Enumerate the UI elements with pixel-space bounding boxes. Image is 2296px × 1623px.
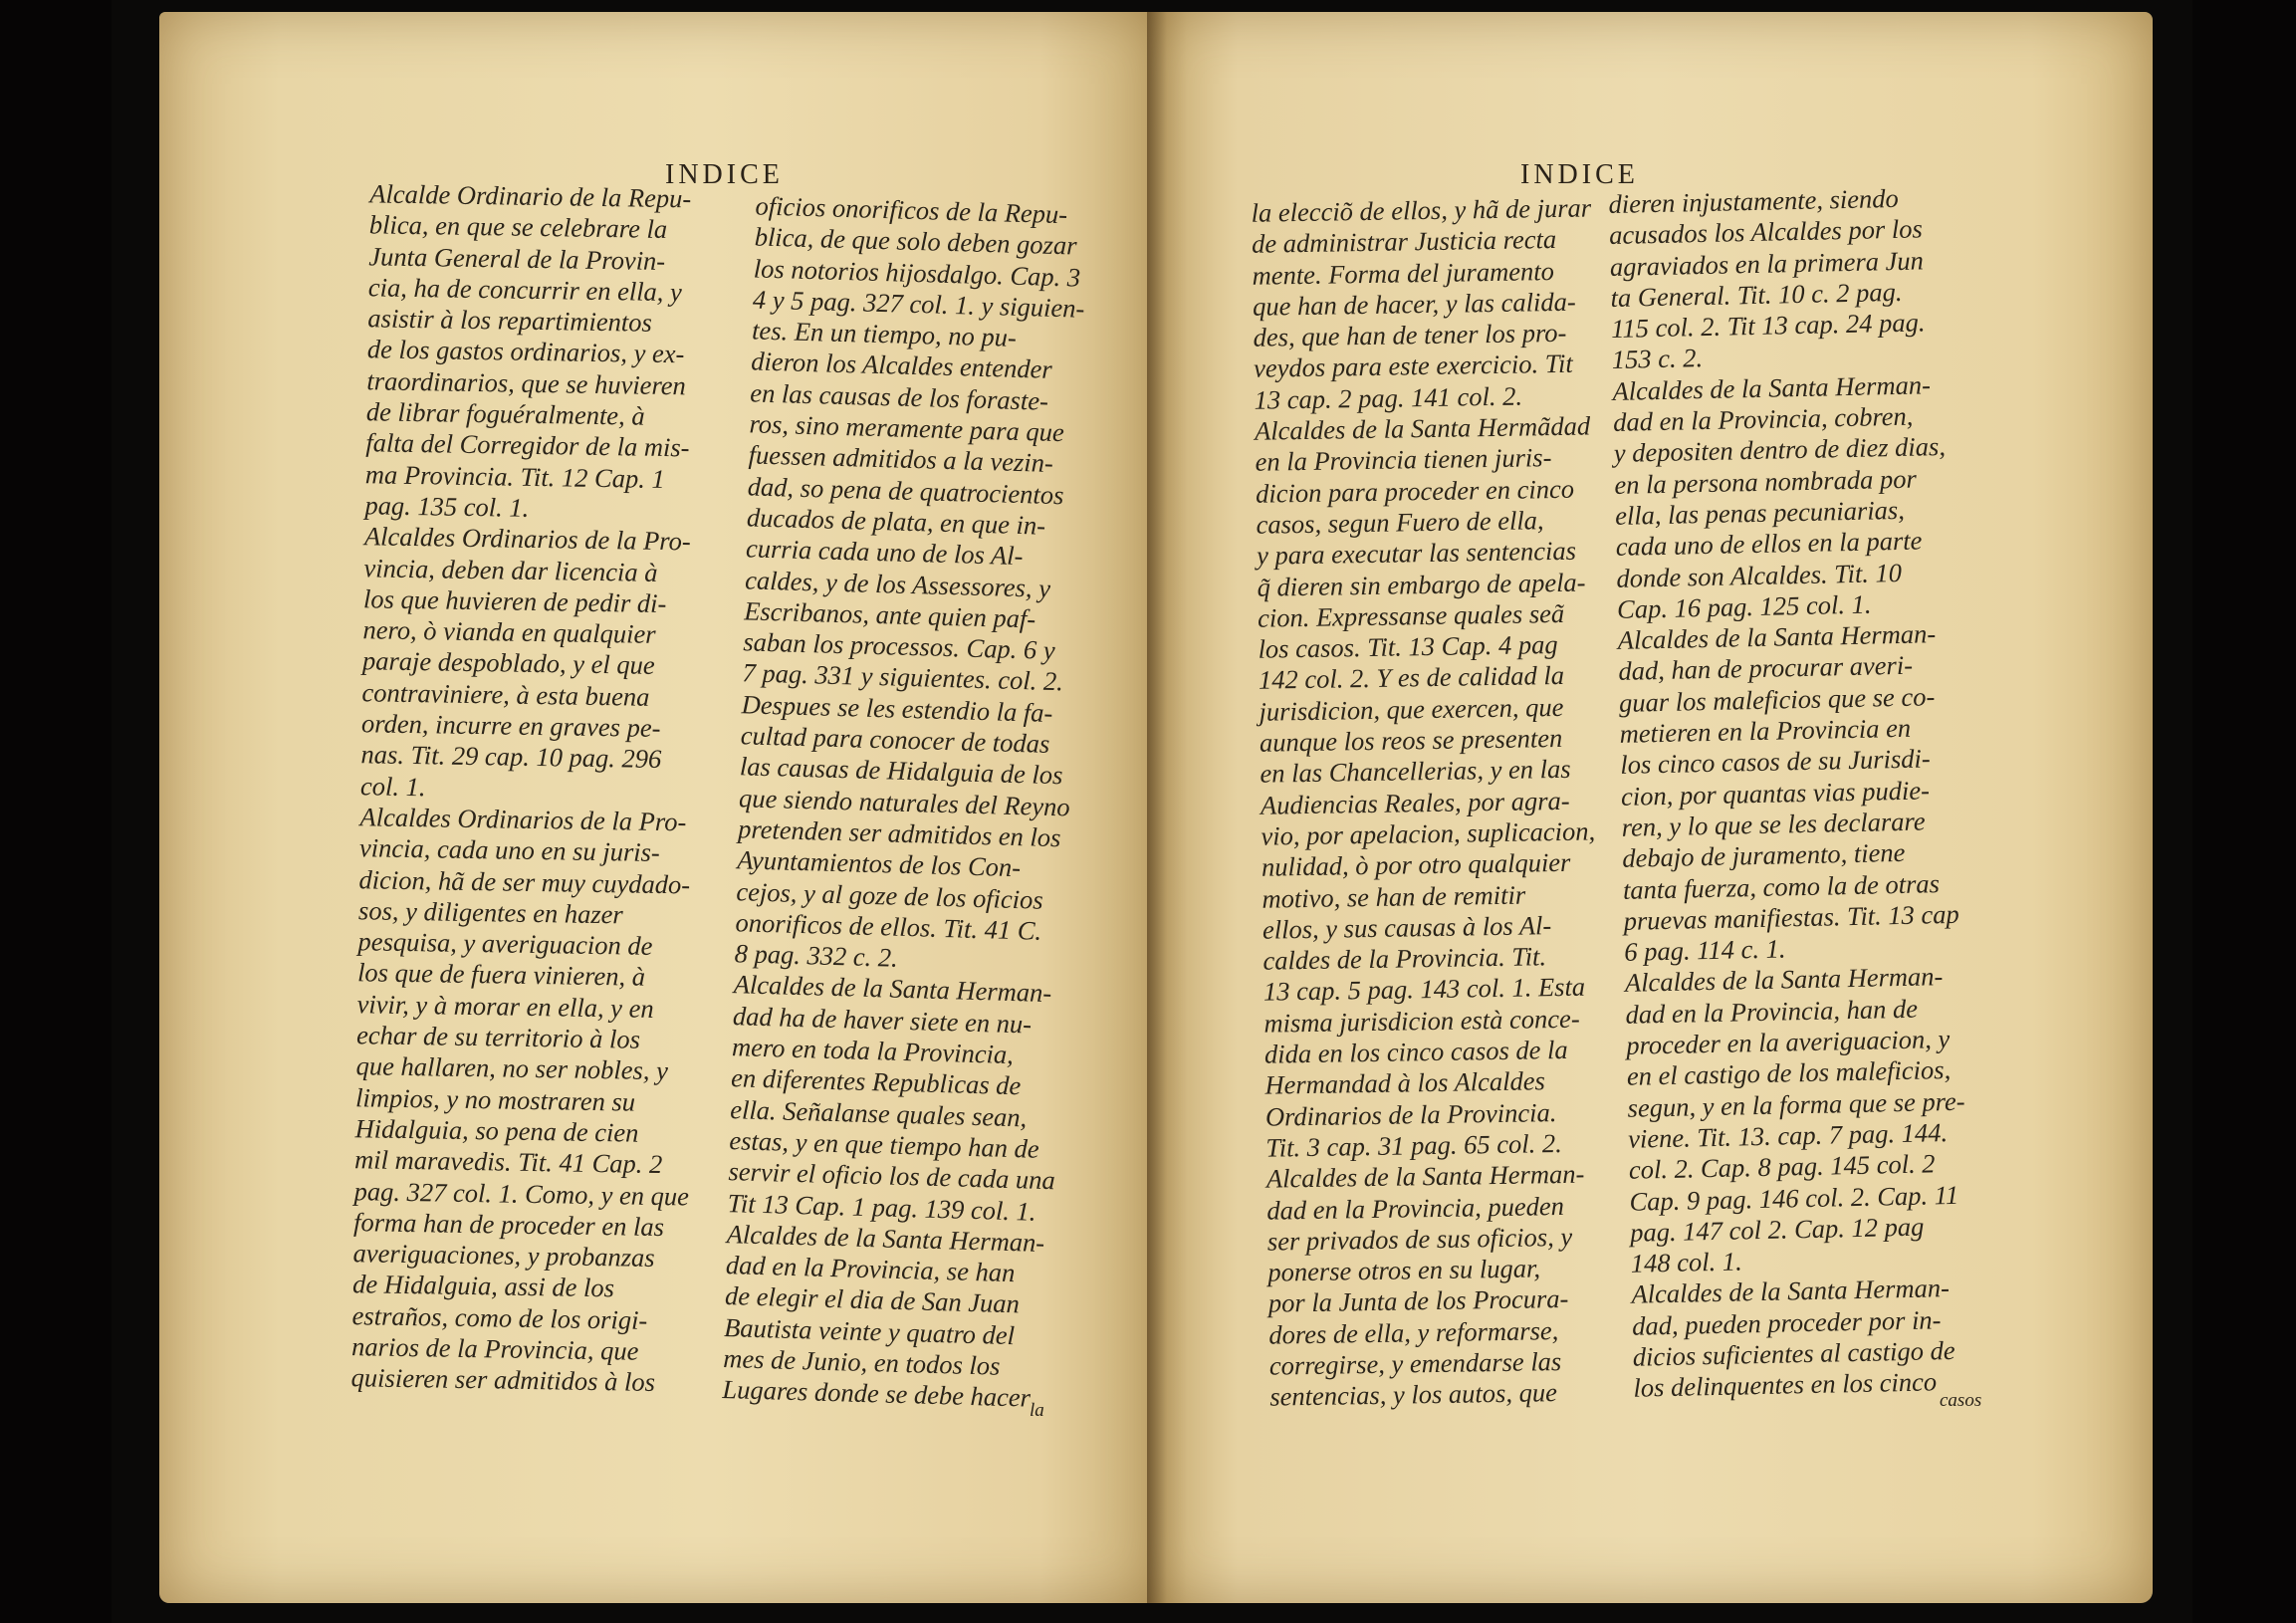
index-line: los que huvieren de pedir di- <box>362 583 667 618</box>
right-column-1 <box>1251 192 1613 1413</box>
index-line: en diferentes Republicas de <box>730 1062 1022 1101</box>
index-line: 148 col. 1. <box>1630 1246 1743 1278</box>
index-line: vio, por apelacion, suplicacion, <box>1261 815 1596 851</box>
index-line: dad en la Provincia, han de <box>1625 993 1919 1030</box>
index-line: paraje despoblado, y el que <box>361 645 655 681</box>
index-line: las causas de Hidalguia de los <box>739 751 1063 791</box>
index-line: viene. Tit. 13. cap. 7 pag. 144. <box>1627 1116 1949 1154</box>
index-line: Alcalde Ordinario de la Repu- <box>369 178 692 214</box>
index-line: Alcaldes de la Santa Herman- <box>726 1218 1045 1258</box>
index-line: Hidalguia, so pena de cien <box>354 1113 639 1148</box>
index-line: en las causas de los foraste- <box>750 377 1049 416</box>
right-page-header: INDICE <box>1520 159 1639 190</box>
index-line: ta General. Tit. 10 c. 2 pag. <box>1610 276 1903 313</box>
index-line: servir el oficio los de cada una <box>728 1156 1056 1196</box>
index-line: col. 2. Cap. 8 pag. 145 col. 2 <box>1628 1148 1936 1185</box>
index-line: dad en la Provincia, pueden <box>1266 1190 1565 1226</box>
index-line: onorificos de ellos. Tit. 41 C. <box>735 907 1042 946</box>
index-line: donde son Alcaldes. Tit. 10 <box>1616 557 1903 593</box>
index-line: metieren en la Provincia en <box>1619 712 1912 749</box>
index-line: Lugares donde se debe hacer <box>722 1374 1032 1413</box>
index-entry <box>350 802 708 1399</box>
index-line: 8 pag. 332 c. 2. <box>734 938 899 973</box>
index-line: dieron los Alcaldes entender <box>750 346 1053 385</box>
index-line: 115 col. 2. Tit 13 cap. 24 pag. <box>1610 307 1926 345</box>
index-line: dida en los cinco casos de la <box>1263 1034 1568 1069</box>
index-entry <box>1255 410 1610 1163</box>
index-line: ser privados de sus oficios, y <box>1266 1221 1573 1257</box>
index-line: forma han de proceder en las <box>352 1206 665 1242</box>
index-line: dicios suficientes al castigo de <box>1632 1334 1955 1372</box>
index-line: que han de hacer, y las calida- <box>1252 286 1576 322</box>
index-line: ella. Señalanse quales sean, <box>729 1093 1028 1133</box>
index-line: Alcaldes de la Santa Herman- <box>1617 618 1937 656</box>
index-line: des, que han de tener los pro- <box>1253 318 1567 352</box>
index-line: que siendo naturales del Reyno <box>738 782 1071 822</box>
index-line: echar de su territorio à los <box>355 1020 641 1054</box>
index-line: mil maravedis. Tit. 41 Cap. 2 <box>353 1144 663 1180</box>
index-line: Hermandad à los Alcaldes <box>1264 1065 1546 1100</box>
index-line: blica, de que solo deben gozar <box>754 221 1077 261</box>
index-line: Audiencias Reales, por agra- <box>1260 785 1570 820</box>
index-line: 4 y 5 pag. 327 col. 1. y siguien- <box>752 284 1085 324</box>
index-line: agraviados en la primera Jun <box>1609 244 1925 282</box>
index-line: ellos, y sus causas à los Al- <box>1262 909 1552 945</box>
index-line: Escribanos, ante quien paf- <box>743 595 1036 634</box>
index-line: Cap. 9 pag. 146 col. 2. Cap. 11 <box>1629 1179 1959 1217</box>
index-line: 7 pag. 331 y siguientes. col. 2. <box>742 657 1064 697</box>
left-page-catchword: la <box>1030 1400 1044 1421</box>
index-line: dicion, hã de ser muy cuydado- <box>358 863 691 899</box>
index-line: tanta fuerza, como la de otras <box>1622 867 1941 905</box>
index-line: de librar foguéralmente, à <box>365 396 645 431</box>
index-line: Alcaldes de la Santa Herman- <box>1624 961 1944 999</box>
index-line: Alcaldes de la Santa Herman- <box>733 969 1052 1009</box>
index-line: nero, ò vianda en qualquier <box>362 614 656 650</box>
index-line: motivo, se han de remitir <box>1262 879 1526 914</box>
index-line: estraños, como de los origi- <box>351 1299 648 1335</box>
index-line: pag. 327 col. 1. Como, y en que <box>353 1175 690 1211</box>
index-line: Tit. 3 cap. 31 pag. 65 col. 2. <box>1265 1127 1563 1163</box>
left-column-2 <box>722 190 1094 1415</box>
index-line: vivir, y à morar en ella, y en <box>356 988 654 1024</box>
index-line: proceder en la averiguacion, y <box>1625 1024 1951 1060</box>
index-entry <box>1612 368 1985 625</box>
index-line: ren, y lo que se les declarare <box>1621 806 1926 842</box>
index-line: cada uno de ellos en la parte <box>1615 525 1923 563</box>
index-line: Alcaldes de la Santa Herman- <box>1612 369 1932 406</box>
index-line: caldes de la Provincia. Tit. <box>1263 941 1547 976</box>
index-line: Alcaldes de la Santa Herman- <box>1631 1273 1951 1310</box>
index-entry <box>364 178 718 527</box>
index-line: Ayuntamientos de los Con- <box>736 844 1022 883</box>
index-line: por la Junta de los Procura- <box>1267 1283 1569 1319</box>
index-line: jurisdicion, que exercen, que <box>1259 691 1564 727</box>
book-gutter <box>1147 12 1187 1603</box>
index-line: blica, en que se celebrare la <box>368 209 668 245</box>
index-line: Alcaldes Ordinarios de la Pro- <box>363 521 691 557</box>
index-entry <box>734 190 1094 979</box>
index-entry <box>727 970 1072 1229</box>
index-line: en la Provincia tienen juris- <box>1255 442 1552 478</box>
index-line: mente. Forma del juramento <box>1252 255 1555 291</box>
index-line: veydos para este exercicio. Tit <box>1253 348 1573 384</box>
index-line: vincia, cada uno en su juris- <box>358 832 661 868</box>
index-line: mes de Junio, en todos los <box>722 1343 1001 1381</box>
index-entry <box>1251 192 1597 415</box>
index-line: Ordinarios de la Provincia. <box>1264 1096 1557 1132</box>
index-line: vincia, deben dar licencia à <box>363 552 658 587</box>
index-line: de elegir el dia de San Juan <box>724 1280 1021 1319</box>
index-line: asistir à los repartimientos <box>367 303 653 338</box>
index-line: dad, pueden proceder por in- <box>1631 1303 1942 1341</box>
left-page-header: INDICE <box>665 159 784 190</box>
index-line: Cap. 16 pag. 125 col. 1. <box>1616 588 1872 624</box>
index-line: pag. 135 col. 1. <box>364 490 530 523</box>
index-line: los que de fuera vinieren, à <box>356 957 646 993</box>
index-line: los cinco casos de su Jurisdi- <box>1620 743 1931 781</box>
index-entry <box>1631 1272 2002 1404</box>
index-line: acusados los Alcaldes por los <box>1608 213 1924 251</box>
index-line: pesquisa, y averiguacion de <box>357 926 653 962</box>
index-line: pag. 147 col 2. Cap. 12 pag <box>1629 1211 1925 1248</box>
index-line: dad en la Provincia, cobren, <box>1612 400 1914 438</box>
left-column-1 <box>350 178 718 1399</box>
index-line: de administrar Justicia recta <box>1251 224 1557 260</box>
index-line: curria cada uno de los Al- <box>745 533 1024 572</box>
index-line: ros, sino meramente para que <box>749 408 1065 448</box>
index-line: misma jurisdicion està conce- <box>1263 1003 1580 1039</box>
index-line: ducados de plata, en que in- <box>746 502 1046 541</box>
index-line: 142 col. 2. Y es de calidad la <box>1258 660 1565 696</box>
index-line: de Hidalguia, assi de los <box>351 1269 615 1303</box>
index-line: saban los processos. Cap. 6 y <box>743 626 1056 666</box>
index-entry <box>1608 181 1980 375</box>
index-line: pruevas manifiestas. Tit. 13 cap <box>1623 898 1960 936</box>
index-line: Bautista veinte y quatro del <box>723 1311 1016 1350</box>
index-line: oficios onorificos de la Repu- <box>755 190 1068 230</box>
index-line: 13 cap. 2 pag. 141 col. 2. <box>1254 380 1523 415</box>
index-line: en el castigo de los maleficios, <box>1626 1054 1952 1092</box>
index-line: averiguaciones, y probanzas <box>352 1238 655 1274</box>
index-line: Alcaldes de la Santa Hermãdad <box>1254 410 1591 446</box>
index-line: cejos, y al goze de los oficios <box>736 875 1044 915</box>
index-line: casos, segun Fuero de ella, <box>1256 505 1544 540</box>
index-line: ella, las penas pecuniarias, <box>1614 494 1906 531</box>
index-line: contraviniere, à esta buena <box>361 677 650 712</box>
index-line: Junta General de la Provin- <box>368 240 666 276</box>
index-line: estas, y en que tiempo han de <box>729 1125 1040 1164</box>
index-line: de los gastos ordinarios, y ex- <box>366 334 685 369</box>
index-line: sentencias, y los autos, que <box>1269 1377 1558 1412</box>
index-line: y para executar las sentencias <box>1256 535 1577 572</box>
index-line: dicion para proceder en cinco <box>1255 473 1575 509</box>
index-line: Tit 13 Cap. 1 pag. 139 col. 1. <box>727 1187 1036 1227</box>
index-line: en la persona nombrada por <box>1614 463 1918 500</box>
index-line: ponerse otros en su lugar, <box>1267 1253 1541 1287</box>
index-line: dores de ella, y reformarse, <box>1268 1314 1559 1350</box>
index-line: nas. Tit. 29 cap. 10 pag. 296 <box>360 739 662 775</box>
index-entry <box>1617 617 1992 968</box>
index-entry <box>360 522 713 808</box>
index-line: q̃ dieren sin embargo de apela- <box>1257 567 1586 602</box>
index-line: 6 pag. 114 c. 1. <box>1623 933 1786 967</box>
index-line: mero en toda la Provincia, <box>731 1032 1015 1070</box>
index-line: quisieren ser admitidos à los <box>350 1362 656 1398</box>
index-line: dad, so pena de quatrocientos <box>747 471 1064 510</box>
index-entry <box>722 1219 1065 1415</box>
index-line: dad ha de haver siete en nu- <box>732 1000 1033 1040</box>
index-line: 13 cap. 5 pag. 143 col. 1. Esta <box>1263 972 1586 1008</box>
right-page-catchword: casos <box>1940 1390 1982 1411</box>
index-line: la elecciõ de ellos, y hã de jurar <box>1251 192 1592 228</box>
index-line: traordinarios, que se huvieren <box>366 365 687 401</box>
index-line: aunque los reos se presenten <box>1259 722 1563 758</box>
index-line: caldes, y de los Assessores, y <box>744 564 1051 603</box>
index-line: los delinquentes en los cinco <box>1633 1366 1938 1404</box>
index-line: nulidad, ò por otro qualquier <box>1261 847 1571 882</box>
index-line: sos, y diligentes en hazer <box>357 895 623 930</box>
index-line: cion, por quantas vias pudie- <box>1620 775 1931 812</box>
index-line: Despues se les estendio la fa- <box>741 689 1053 728</box>
index-line: los notorios hijosdalgo. Cap. 3 <box>753 253 1081 293</box>
index-line: col. 1. <box>359 770 426 802</box>
index-line: cultad para conocer de todas <box>740 720 1050 759</box>
right-column-2 <box>1608 181 2001 1404</box>
index-line: narios de la Provincia, que <box>350 1331 639 1366</box>
index-entry <box>1266 1158 1614 1413</box>
index-line: cia, ha de concurrir en ella, y <box>367 272 683 308</box>
index-line: debajo de juramento, tiene <box>1622 837 1906 874</box>
index-line: dad, han de procurar averi- <box>1618 650 1914 687</box>
index-line: pretenden ser admitidos en los <box>737 813 1061 853</box>
index-line: y depositen dentro de diez dias, <box>1613 431 1947 469</box>
index-line: ma Provincia. Tit. 12 Cap. 1 <box>364 458 665 494</box>
index-line: 153 c. 2. <box>1611 343 1704 375</box>
index-line: falta del Corregidor de la mis- <box>365 427 690 463</box>
index-line: segun, y en la forma que se pre- <box>1627 1085 1965 1123</box>
index-line: dad en la Provincia, se han <box>725 1250 1016 1288</box>
index-line: fuessen admitidos a la vezin- <box>748 439 1054 479</box>
index-line: cion. Expressanse quales seã <box>1257 597 1565 633</box>
index-entry <box>1625 961 1999 1280</box>
index-line: corregirse, y emendarse las <box>1268 1346 1562 1381</box>
index-line: en las Chancellerias, y en las <box>1260 754 1571 790</box>
index-line: guar los maleficios que se co- <box>1618 681 1936 718</box>
index-line: Alcaldes Ordinarios de la Pro- <box>359 802 687 837</box>
index-line: dieren injustamente, siendo <box>1608 182 1900 220</box>
index-line: tes. En un tiempo, no pu- <box>751 315 1018 353</box>
index-line: que hallaren, no ser nobles, y <box>355 1050 669 1086</box>
index-line: Alcaldes de la Santa Herman- <box>1265 1158 1585 1194</box>
index-line: orden, incurre en graves pe- <box>360 708 661 744</box>
index-line: los casos. Tit. 13 Cap. 4 pag <box>1258 629 1558 664</box>
index-line: limpios, y no mostraren su <box>354 1081 636 1117</box>
